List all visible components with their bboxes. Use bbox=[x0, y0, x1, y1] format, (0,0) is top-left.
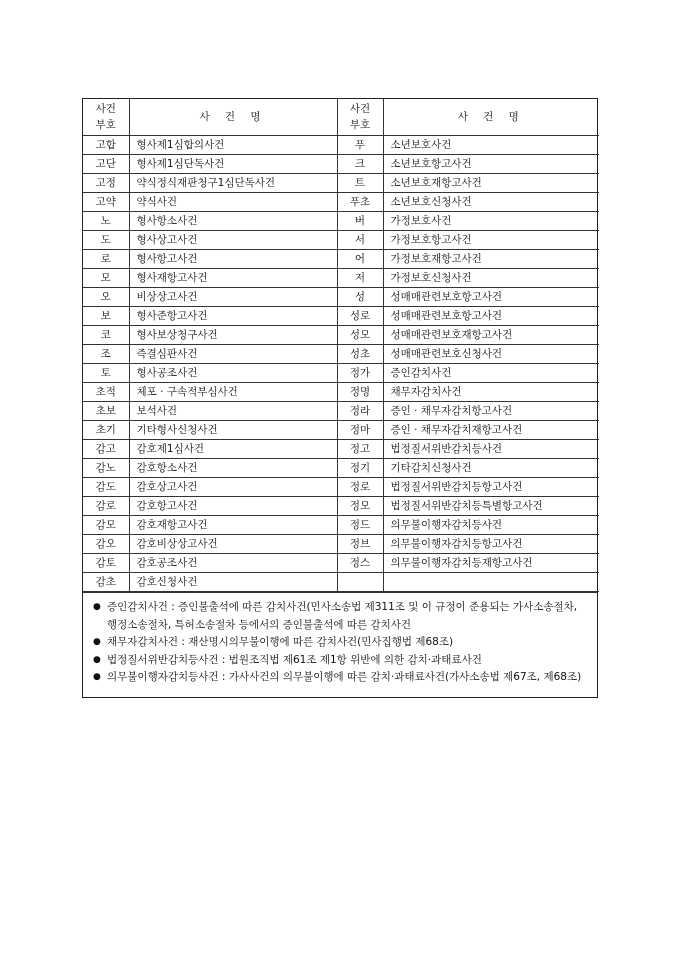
left-case-code: 감로 bbox=[83, 497, 129, 516]
bullet-icon: ● bbox=[93, 654, 101, 665]
right-case-name bbox=[383, 573, 599, 592]
right-case-code: 트 bbox=[337, 174, 383, 193]
left-case-code: 보 bbox=[83, 307, 129, 326]
note-item bbox=[91, 652, 589, 670]
right-case-name: 가정보호신청사건 bbox=[383, 269, 599, 288]
right-case-name: 법정질서위반감치등사건 bbox=[383, 440, 599, 459]
left-case-code: 고정 bbox=[83, 174, 129, 193]
note-text: 증인감치사건 : 증인불출석에 따른 감치사건(민사소송법 제311조 및 이 규정이 준용되는 가사소송절차, 행정소송절차, 특허소송절차 등에서의 증인불출석에 따른 감치사건 bbox=[107, 601, 578, 631]
right-case-code: 성모 bbox=[337, 326, 383, 345]
left-case-name: 감호상고사건 bbox=[129, 478, 337, 497]
header-name-left: 사 건 명 bbox=[129, 99, 337, 136]
left-case-name: 감호항소사건 bbox=[129, 459, 337, 478]
left-case-name: 체포 · 구속적부심사건 bbox=[129, 383, 337, 402]
right-case-code: 정라 bbox=[337, 402, 383, 421]
left-case-code: 감토 bbox=[83, 554, 129, 573]
table-row bbox=[83, 212, 599, 231]
left-case-name: 기타형사신청사건 bbox=[129, 421, 337, 440]
header-code-line1: 사건 bbox=[349, 103, 371, 115]
header-code-right bbox=[337, 99, 383, 136]
right-case-name: 소년보호재항고사건 bbox=[383, 174, 599, 193]
right-case-name: 증인 · 채무자감치항고사건 bbox=[383, 402, 599, 421]
right-case-code: 어 bbox=[337, 250, 383, 269]
right-case-name: 의무불이행자감치등항고사건 bbox=[383, 535, 599, 554]
right-case-name: 성매매관련보호항고사건 bbox=[383, 288, 599, 307]
right-case-code: 푸 bbox=[337, 136, 383, 155]
left-case-name: 비상상고사건 bbox=[129, 288, 337, 307]
case-code-document bbox=[82, 98, 598, 698]
right-case-code: 성 bbox=[337, 288, 383, 307]
left-case-code: 고합 bbox=[83, 136, 129, 155]
right-case-name: 성매매관련보호항고사건 bbox=[383, 307, 599, 326]
left-case-code: 모 bbox=[83, 269, 129, 288]
right-case-code: 정명 bbox=[337, 383, 383, 402]
right-case-code: 성로 bbox=[337, 307, 383, 326]
left-case-name: 보석사건 bbox=[129, 402, 337, 421]
right-case-code: 서 bbox=[337, 231, 383, 250]
table-row bbox=[83, 174, 599, 193]
left-case-name: 감호공조사건 bbox=[129, 554, 337, 573]
header-name-right: 사 건 명 bbox=[383, 99, 599, 136]
left-case-name: 형사준항고사건 bbox=[129, 307, 337, 326]
right-case-code: 버 bbox=[337, 212, 383, 231]
table-row bbox=[83, 155, 599, 174]
table-row bbox=[83, 307, 599, 326]
left-case-name: 감호항고사건 bbox=[129, 497, 337, 516]
table-row bbox=[83, 288, 599, 307]
table-row bbox=[83, 554, 599, 573]
right-case-code: 정로 bbox=[337, 478, 383, 497]
left-case-name: 감호비상상고사건 bbox=[129, 535, 337, 554]
left-case-code: 로 bbox=[83, 250, 129, 269]
bullet-icon: ● bbox=[93, 637, 101, 647]
left-case-code: 조 bbox=[83, 345, 129, 364]
left-case-name: 형사재항고사건 bbox=[129, 269, 337, 288]
table-row bbox=[83, 535, 599, 554]
note-item bbox=[91, 669, 589, 687]
right-case-code: 정마 bbox=[337, 421, 383, 440]
left-case-code: 초보 bbox=[83, 402, 129, 421]
right-case-name: 소년보호사건 bbox=[383, 136, 599, 155]
table-row bbox=[83, 383, 599, 402]
left-case-code: 감모 bbox=[83, 516, 129, 535]
header-code-line2: 부호 bbox=[349, 119, 371, 131]
header-code-left bbox=[83, 99, 129, 136]
table-row bbox=[83, 516, 599, 535]
left-case-code: 감고 bbox=[83, 440, 129, 459]
table-row bbox=[83, 497, 599, 516]
right-case-code: 푸초 bbox=[337, 193, 383, 212]
left-case-code: 감노 bbox=[83, 459, 129, 478]
right-case-code: 정모 bbox=[337, 497, 383, 516]
left-case-code: 도 bbox=[83, 231, 129, 250]
note-text: 채무자감치사건 : 재산명시의무불이행에 따른 감치사건(민사집행법 제68조) bbox=[107, 636, 454, 648]
right-case-name: 법정질서위반감치등항고사건 bbox=[383, 478, 599, 497]
right-case-name: 성매매관련보호신청사건 bbox=[383, 345, 599, 364]
left-case-name: 감호신청사건 bbox=[129, 573, 337, 592]
case-code-table bbox=[83, 99, 599, 592]
left-case-code: 오 bbox=[83, 288, 129, 307]
table-row bbox=[83, 478, 599, 497]
table-row bbox=[83, 364, 599, 383]
right-case-name: 소년보호항고사건 bbox=[383, 155, 599, 174]
left-case-code: 감초 bbox=[83, 573, 129, 592]
right-case-name: 성매매관련보호재항고사건 bbox=[383, 326, 599, 345]
table-row bbox=[83, 345, 599, 364]
table-body bbox=[83, 136, 599, 592]
left-case-code: 감오 bbox=[83, 535, 129, 554]
right-case-name: 가정보호항고사건 bbox=[383, 231, 599, 250]
notes-list bbox=[91, 599, 589, 687]
left-case-name: 즉결심판사건 bbox=[129, 345, 337, 364]
bullet-icon: ● bbox=[93, 602, 101, 612]
notes-section bbox=[83, 592, 597, 697]
table-row bbox=[83, 440, 599, 459]
table-row bbox=[83, 250, 599, 269]
right-case-code: 저 bbox=[337, 269, 383, 288]
header-code-line2: 부호 bbox=[95, 119, 116, 131]
right-case-code: 정기 bbox=[337, 459, 383, 478]
left-case-name: 형사항고사건 bbox=[129, 250, 337, 269]
right-case-code: 정가 bbox=[337, 364, 383, 383]
right-case-code: 크 bbox=[337, 155, 383, 174]
table-row bbox=[83, 326, 599, 345]
right-case-name: 소년보호신청사건 bbox=[383, 193, 599, 212]
right-case-code: 정스 bbox=[337, 554, 383, 573]
left-case-code: 초적 bbox=[83, 383, 129, 402]
table-row bbox=[83, 459, 599, 478]
left-case-code: 고단 bbox=[83, 155, 129, 174]
bullet-icon: ● bbox=[93, 672, 101, 682]
left-case-name: 형사상고사건 bbox=[129, 231, 337, 250]
table-row bbox=[83, 402, 599, 421]
left-case-code: 토 bbox=[83, 364, 129, 383]
left-case-code: 고약 bbox=[83, 193, 129, 212]
right-case-name: 기타감치신청사건 bbox=[383, 459, 599, 478]
right-case-name: 채무자감치사건 bbox=[383, 383, 599, 402]
table-row bbox=[83, 421, 599, 440]
left-case-code: 노 bbox=[83, 212, 129, 231]
right-case-name: 증인 · 채무자감치재항고사건 bbox=[383, 421, 599, 440]
table-row bbox=[83, 193, 599, 212]
table-row bbox=[83, 231, 599, 250]
right-case-code: 성초 bbox=[337, 345, 383, 364]
table-row bbox=[83, 269, 599, 288]
note-text: 법정질서위반감치등사건 : 법원조직법 제61조 제1항 위반에 의한 감치·과태료사건 bbox=[107, 653, 482, 666]
right-case-name: 의무불이행자감치등사건 bbox=[383, 516, 599, 535]
left-case-name: 형사항소사건 bbox=[129, 212, 337, 231]
left-case-name: 형사보상청구사건 bbox=[129, 326, 337, 345]
left-case-name: 형사공조사건 bbox=[129, 364, 337, 383]
table-header-row bbox=[83, 99, 599, 136]
left-case-name: 감호제1심사건 bbox=[129, 440, 337, 459]
left-case-name: 형사제1심합의사건 bbox=[129, 136, 337, 155]
right-case-name: 법정질서위반감치등특별항고사건 bbox=[383, 497, 599, 516]
right-case-code: 정드 bbox=[337, 516, 383, 535]
left-case-name: 약식사건 bbox=[129, 193, 337, 212]
right-case-code: 정고 bbox=[337, 440, 383, 459]
left-case-code: 초기 bbox=[83, 421, 129, 440]
left-case-name: 감호재항고사건 bbox=[129, 516, 337, 535]
right-case-name: 의무불이행자감치등재항고사건 bbox=[383, 554, 599, 573]
left-case-code: 코 bbox=[83, 326, 129, 345]
note-item bbox=[91, 634, 589, 652]
table-row bbox=[83, 573, 599, 592]
header-code-line1: 사건 bbox=[95, 103, 116, 115]
right-case-name: 증인감치사건 bbox=[383, 364, 599, 383]
note-item bbox=[91, 599, 589, 634]
right-case-name: 가정보호재항고사건 bbox=[383, 250, 599, 269]
left-case-name: 약식정식재판청구1심단독사건 bbox=[129, 174, 337, 193]
right-case-code bbox=[337, 573, 383, 592]
left-case-name: 형사제1심단독사건 bbox=[129, 155, 337, 174]
right-case-name: 가정보호사건 bbox=[383, 212, 599, 231]
right-case-code: 정브 bbox=[337, 535, 383, 554]
left-case-code: 감도 bbox=[83, 478, 129, 497]
table-row bbox=[83, 136, 599, 155]
note-text: 의무불이행자감치등사건 : 가사사건의 의무불이행에 따른 감치·과태료사건(가사소송법 제67조, 제68조) bbox=[107, 671, 582, 683]
